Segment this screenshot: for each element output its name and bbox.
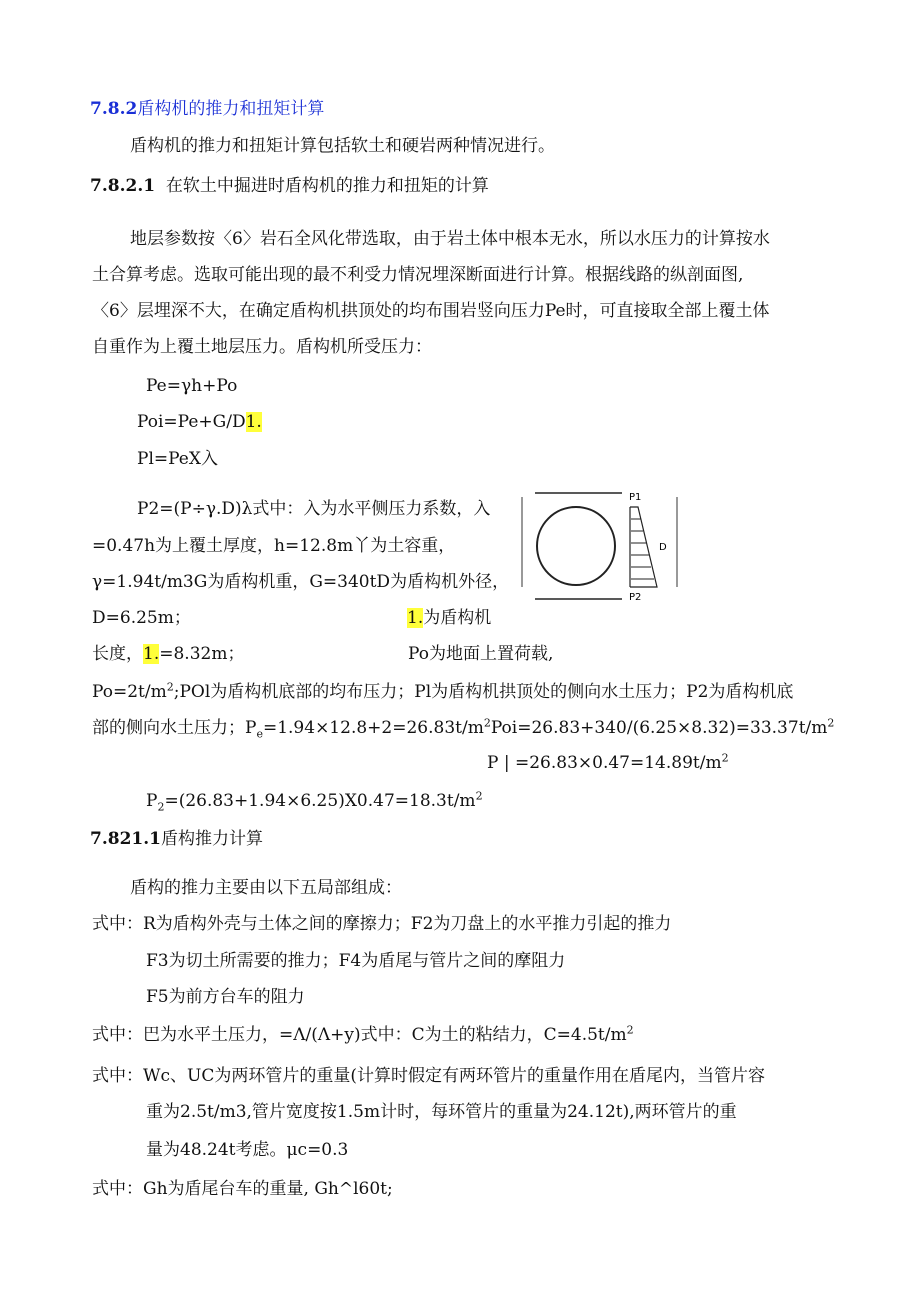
paragraph-line: =0.47h为上覆土厚度，h=12.8m丫为土容重，	[92, 536, 456, 556]
equation-poi: Poi=Pe+G/D1.	[137, 412, 262, 432]
paragraph-line: 1.为盾构机	[407, 608, 492, 628]
intro-paragraph: 盾构机的推力和扭矩计算包括软土和硬岩两种情况进行。	[130, 136, 555, 156]
formula-note-line: F5为前方台车的阻力	[146, 987, 305, 1007]
section-number: 7.821.1	[90, 829, 161, 849]
equation-p2: $P_2=(26.83+1.94\times 6.25)X0.47=18.3t/m^2$	[146, 789, 483, 814]
paragraph-line: 土合算考虑。选取可能出现的最不利受力情况埋深断面进行计算。根据线路的纵剖面图,	[92, 265, 744, 285]
equation-p1: P | $=26.83\times 0.47=14.89t/m^2$	[487, 751, 729, 773]
paragraph-line: D=6.25m；	[92, 608, 191, 628]
section-heading-7-8-2-1	[90, 175, 489, 197]
formula-note-line: 式中：巴为水平土压力，=Λ/(Λ+y)式中：C为土的粘结力，$C=4.5t/m^2$	[92, 1023, 634, 1045]
section-heading-7-8-2	[90, 98, 324, 120]
paragraph-line: $Po=2t/m^2;POl$为盾构机底部的均布压力；Pl为盾构机拱顶处的侧向水土压力；P2为盾构机底	[92, 680, 794, 702]
shield-pressure-diagram	[517, 487, 683, 605]
section-heading-7-821-1	[90, 828, 263, 850]
highlight-mark: 1.	[407, 608, 424, 628]
paragraph-line: 自重作为上覆土地层压力。盾构机所受压力：	[92, 337, 432, 357]
section-title: 在软土中掘进时盾构机的推力和扭矩的计算	[165, 176, 489, 196]
paragraph-line: 盾构的推力主要由以下五局部组成：	[130, 878, 402, 898]
label-d: D	[659, 542, 667, 553]
formula-note-line: F3为切土所需要的推力；F4为盾尾与管片之间的摩阻力	[146, 951, 566, 971]
paragraph-line: 部的侧向水土压力；$P_e=1.94\times 12.8+2=26.83t/m^2Poi=26.83+340/(6.25\times 8.32)=33.37t/m^2$	[92, 716, 835, 741]
equation-pl: Pl=PeX入	[137, 449, 218, 469]
paragraph-line: P2=(P÷γ.D)λ式中：入为水平侧压力系数，入	[137, 499, 491, 519]
label-p1: P1	[629, 492, 642, 503]
section-number: 7.8.2	[90, 99, 138, 119]
label-p2: P2	[629, 592, 642, 603]
shield-circle	[537, 507, 615, 585]
section-number: 7.8.2.1	[90, 176, 156, 196]
highlight-mark: 1.	[143, 644, 160, 664]
section-title: 盾构机的推力和扭矩计算	[137, 99, 325, 119]
paragraph-line: 长度，1.=8.32m；	[92, 644, 245, 664]
highlight-mark: 1.	[245, 412, 262, 432]
formula-note-line: 式中：Gh为盾尾台车的重量, Gh^l60t;	[92, 1179, 393, 1199]
section-title: 盾构推力计算	[160, 829, 263, 849]
equation-pe: Pe=γh+Po	[146, 376, 238, 396]
paragraph-line: γ=1.94t/m3G为盾构机重，G=340tD为盾构机外径，	[92, 572, 510, 592]
paragraph-line: Po为地面上置荷载,	[408, 644, 554, 664]
paragraph-line: 地层参数按〈6〉岩石全风化带选取，由于岩土体中根本无水，所以水压力的计算按水	[130, 229, 770, 249]
paragraph-line: 〈6〉层埋深不大，在确定盾构机拱顶处的均布围岩竖向压力Pe时，可直接取全部上覆土体	[92, 301, 770, 321]
formula-note-line: 重为2.5t/m3,管片宽度按1.5m计时，每环管片的重量为24.12t),两环管片的重	[146, 1102, 737, 1122]
formula-note-line: 量为48.24t考虑。μc=0.3	[146, 1140, 349, 1160]
formula-note-line: 式中：R为盾构外壳与土体之间的摩擦力；F2为刀盘上的水平推力引起的推力	[92, 914, 672, 934]
formula-note-line: 式中：Wc、UC为两环管片的重量(计算时假定有两环管片的重量作用在盾尾内，当管片容	[92, 1066, 765, 1086]
